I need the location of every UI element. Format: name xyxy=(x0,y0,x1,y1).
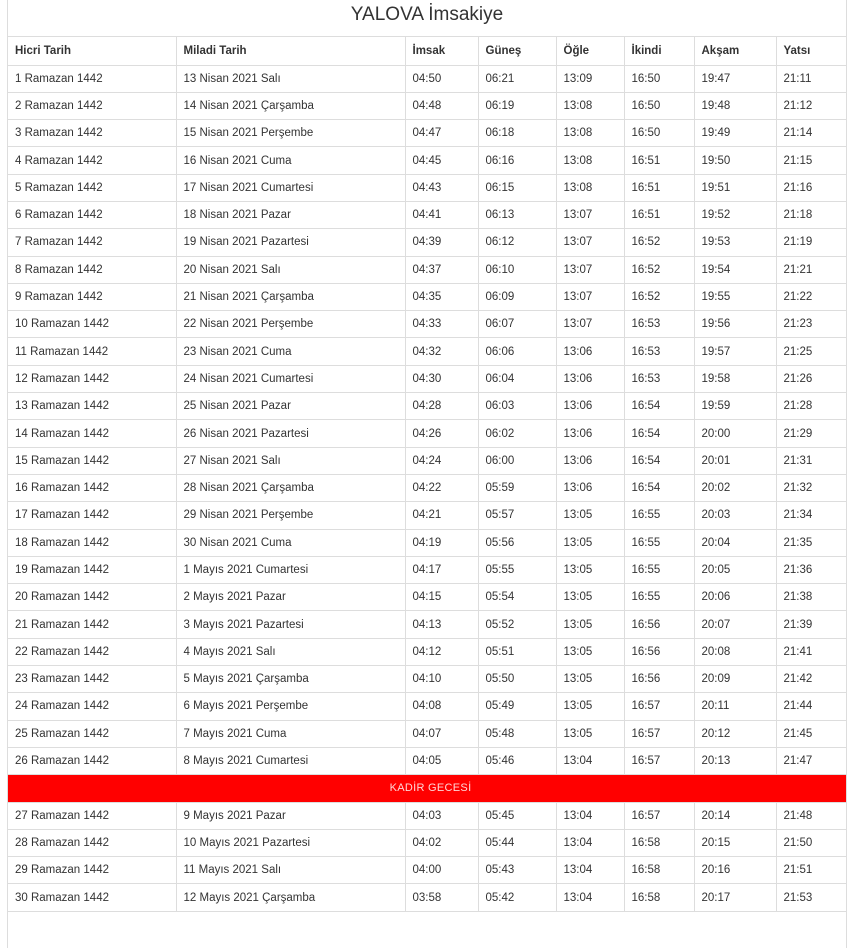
imsak-cell: 03:58 xyxy=(405,884,478,911)
gunes-cell: 06:18 xyxy=(478,120,556,147)
hicri-date-cell: 1 Ramazan 1442 xyxy=(8,65,176,92)
yatsi-cell: 21:12 xyxy=(776,92,846,119)
yatsi-cell: 21:22 xyxy=(776,283,846,310)
ikindi-cell: 16:53 xyxy=(624,311,694,338)
hicri-date-cell: 6 Ramazan 1442 xyxy=(8,201,176,228)
yatsi-cell: 21:42 xyxy=(776,666,846,693)
table-row xyxy=(8,666,846,693)
ikindi-cell: 16:57 xyxy=(624,802,694,829)
ikindi-cell: 16:57 xyxy=(624,747,694,774)
ikindi-cell: 16:51 xyxy=(624,147,694,174)
ogle-cell: 13:04 xyxy=(556,802,624,829)
imsak-cell: 04:50 xyxy=(405,65,478,92)
gunes-cell: 05:44 xyxy=(478,829,556,856)
yatsi-cell: 21:39 xyxy=(776,611,846,638)
imsak-cell: 04:32 xyxy=(405,338,478,365)
ogle-cell: 13:05 xyxy=(556,502,624,529)
aksam-cell: 20:12 xyxy=(694,720,776,747)
table-row xyxy=(8,747,846,774)
miladi-date-cell: 29 Nisan 2021 Perşembe xyxy=(176,502,405,529)
gunes-cell: 05:57 xyxy=(478,502,556,529)
hicri-date-cell: 4 Ramazan 1442 xyxy=(8,147,176,174)
aksam-cell: 20:04 xyxy=(694,529,776,556)
ogle-cell: 13:06 xyxy=(556,447,624,474)
miladi-date-cell: 14 Nisan 2021 Çarşamba xyxy=(176,92,405,119)
aksam-cell: 20:14 xyxy=(694,802,776,829)
column-header-hicri: Hicri Tarih xyxy=(8,37,176,65)
hicri-date-cell: 8 Ramazan 1442 xyxy=(8,256,176,283)
hicri-date-cell: 10 Ramazan 1442 xyxy=(8,311,176,338)
yatsi-cell: 21:28 xyxy=(776,393,846,420)
hicri-date-cell: 3 Ramazan 1442 xyxy=(8,120,176,147)
imsak-cell: 04:21 xyxy=(405,502,478,529)
miladi-date-cell: 13 Nisan 2021 Salı xyxy=(176,65,405,92)
yatsi-cell: 21:47 xyxy=(776,747,846,774)
table-row xyxy=(8,420,846,447)
kadir-gecesi-row xyxy=(8,775,846,802)
column-header-imsak: İmsak xyxy=(405,37,478,65)
aksam-cell: 19:55 xyxy=(694,283,776,310)
column-header-miladi: Miladi Tarih xyxy=(176,37,405,65)
yatsi-cell: 21:31 xyxy=(776,447,846,474)
yatsi-cell: 21:35 xyxy=(776,529,846,556)
gunes-cell: 05:54 xyxy=(478,584,556,611)
table-row xyxy=(8,502,846,529)
gunes-cell: 05:50 xyxy=(478,666,556,693)
imsak-cell: 04:35 xyxy=(405,283,478,310)
table-row xyxy=(8,857,846,884)
yatsi-cell: 21:15 xyxy=(776,147,846,174)
miladi-date-cell: 5 Mayıs 2021 Çarşamba xyxy=(176,666,405,693)
ogle-cell: 13:08 xyxy=(556,92,624,119)
hicri-date-cell: 14 Ramazan 1442 xyxy=(8,420,176,447)
ogle-cell: 13:06 xyxy=(556,338,624,365)
yatsi-cell: 21:26 xyxy=(776,365,846,392)
ikindi-cell: 16:52 xyxy=(624,256,694,283)
miladi-date-cell: 15 Nisan 2021 Perşembe xyxy=(176,120,405,147)
imsak-cell: 04:15 xyxy=(405,584,478,611)
ikindi-cell: 16:51 xyxy=(624,201,694,228)
table-row xyxy=(8,720,846,747)
ikindi-cell: 16:53 xyxy=(624,365,694,392)
ogle-cell: 13:07 xyxy=(556,256,624,283)
ikindi-cell: 16:57 xyxy=(624,693,694,720)
gunes-cell: 05:46 xyxy=(478,747,556,774)
column-header-yatsi: Yatsı xyxy=(776,37,846,65)
yatsi-cell: 21:23 xyxy=(776,311,846,338)
yatsi-cell: 21:34 xyxy=(776,502,846,529)
hicri-date-cell: 24 Ramazan 1442 xyxy=(8,693,176,720)
table-body xyxy=(8,65,846,775)
column-header-aksam: Akşam xyxy=(694,37,776,65)
ogle-cell: 13:08 xyxy=(556,147,624,174)
gunes-cell: 06:03 xyxy=(478,393,556,420)
yatsi-cell: 21:21 xyxy=(776,256,846,283)
aksam-cell: 20:07 xyxy=(694,611,776,638)
gunes-cell: 06:07 xyxy=(478,311,556,338)
yatsi-cell: 21:53 xyxy=(776,884,846,911)
miladi-date-cell: 30 Nisan 2021 Cuma xyxy=(176,529,405,556)
gunes-cell: 05:42 xyxy=(478,884,556,911)
aksam-cell: 19:56 xyxy=(694,311,776,338)
gunes-cell: 05:49 xyxy=(478,693,556,720)
gunes-cell: 06:04 xyxy=(478,365,556,392)
table-row xyxy=(8,338,846,365)
ikindi-cell: 16:56 xyxy=(624,638,694,665)
ogle-cell: 13:07 xyxy=(556,201,624,228)
miladi-date-cell: 3 Mayıs 2021 Pazartesi xyxy=(176,611,405,638)
ogle-cell: 13:07 xyxy=(556,283,624,310)
gunes-cell: 05:43 xyxy=(478,857,556,884)
hicri-date-cell: 28 Ramazan 1442 xyxy=(8,829,176,856)
aksam-cell: 20:09 xyxy=(694,666,776,693)
ikindi-cell: 16:58 xyxy=(624,884,694,911)
ogle-cell: 13:04 xyxy=(556,829,624,856)
imsak-cell: 04:48 xyxy=(405,92,478,119)
imsak-cell: 04:26 xyxy=(405,420,478,447)
table-row xyxy=(8,174,846,201)
gunes-cell: 05:45 xyxy=(478,802,556,829)
miladi-date-cell: 2 Mayıs 2021 Pazar xyxy=(176,584,405,611)
aksam-cell: 20:02 xyxy=(694,474,776,501)
ogle-cell: 13:08 xyxy=(556,120,624,147)
table-row xyxy=(8,120,846,147)
aksam-cell: 19:58 xyxy=(694,365,776,392)
aksam-cell: 19:59 xyxy=(694,393,776,420)
yatsi-cell: 21:41 xyxy=(776,638,846,665)
table-row xyxy=(8,447,846,474)
ikindi-cell: 16:58 xyxy=(624,829,694,856)
kadir-gecesi-label: KADİR GECESİ xyxy=(8,775,846,802)
gunes-cell: 05:59 xyxy=(478,474,556,501)
hicri-date-cell: 2 Ramazan 1442 xyxy=(8,92,176,119)
miladi-date-cell: 7 Mayıs 2021 Cuma xyxy=(176,720,405,747)
imsak-cell: 04:43 xyxy=(405,174,478,201)
miladi-date-cell: 28 Nisan 2021 Çarşamba xyxy=(176,474,405,501)
yatsi-cell: 21:45 xyxy=(776,720,846,747)
ogle-cell: 13:09 xyxy=(556,65,624,92)
table-row xyxy=(8,92,846,119)
imsak-cell: 04:08 xyxy=(405,693,478,720)
gunes-cell: 06:06 xyxy=(478,338,556,365)
ogle-cell: 13:05 xyxy=(556,693,624,720)
table-row xyxy=(8,229,846,256)
hicri-date-cell: 21 Ramazan 1442 xyxy=(8,611,176,638)
gunes-cell: 05:48 xyxy=(478,720,556,747)
miladi-date-cell: 8 Mayıs 2021 Cumartesi xyxy=(176,747,405,774)
ogle-cell: 13:04 xyxy=(556,747,624,774)
gunes-cell: 06:10 xyxy=(478,256,556,283)
hicri-date-cell: 11 Ramazan 1442 xyxy=(8,338,176,365)
ogle-cell: 13:06 xyxy=(556,474,624,501)
table-row xyxy=(8,529,846,556)
hicri-date-cell: 20 Ramazan 1442 xyxy=(8,584,176,611)
column-header-ikindi: İkindi xyxy=(624,37,694,65)
ikindi-cell: 16:52 xyxy=(624,283,694,310)
gunes-cell: 06:02 xyxy=(478,420,556,447)
aksam-cell: 20:00 xyxy=(694,420,776,447)
gunes-cell: 05:51 xyxy=(478,638,556,665)
aksam-cell: 20:01 xyxy=(694,447,776,474)
yatsi-cell: 21:50 xyxy=(776,829,846,856)
table-row xyxy=(8,611,846,638)
hicri-date-cell: 27 Ramazan 1442 xyxy=(8,802,176,829)
miladi-date-cell: 16 Nisan 2021 Cuma xyxy=(176,147,405,174)
miladi-date-cell: 4 Mayıs 2021 Salı xyxy=(176,638,405,665)
aksam-cell: 19:47 xyxy=(694,65,776,92)
aksam-cell: 19:51 xyxy=(694,174,776,201)
imsak-cell: 04:28 xyxy=(405,393,478,420)
hicri-date-cell: 13 Ramazan 1442 xyxy=(8,393,176,420)
ogle-cell: 13:04 xyxy=(556,884,624,911)
imsak-cell: 04:30 xyxy=(405,365,478,392)
ikindi-cell: 16:56 xyxy=(624,611,694,638)
miladi-date-cell: 11 Mayıs 2021 Salı xyxy=(176,857,405,884)
hicri-date-cell: 19 Ramazan 1442 xyxy=(8,556,176,583)
miladi-date-cell: 10 Mayıs 2021 Pazartesi xyxy=(176,829,405,856)
yatsi-cell: 21:51 xyxy=(776,857,846,884)
table-row xyxy=(8,802,846,829)
table-row xyxy=(8,311,846,338)
yatsi-cell: 21:32 xyxy=(776,474,846,501)
table-row xyxy=(8,365,846,392)
miladi-date-cell: 27 Nisan 2021 Salı xyxy=(176,447,405,474)
gunes-cell: 06:00 xyxy=(478,447,556,474)
ikindi-cell: 16:54 xyxy=(624,420,694,447)
ikindi-cell: 16:56 xyxy=(624,666,694,693)
ikindi-cell: 16:55 xyxy=(624,584,694,611)
ogle-cell: 13:04 xyxy=(556,857,624,884)
imsakiye-panel xyxy=(7,0,847,948)
imsak-cell: 04:22 xyxy=(405,474,478,501)
table-row xyxy=(8,256,846,283)
miladi-date-cell: 25 Nisan 2021 Pazar xyxy=(176,393,405,420)
miladi-date-cell: 19 Nisan 2021 Pazartesi xyxy=(176,229,405,256)
imsak-cell: 04:12 xyxy=(405,638,478,665)
ogle-cell: 13:07 xyxy=(556,311,624,338)
ogle-cell: 13:06 xyxy=(556,365,624,392)
gunes-cell: 06:09 xyxy=(478,283,556,310)
table-row xyxy=(8,884,846,911)
yatsi-cell: 21:36 xyxy=(776,556,846,583)
imsak-cell: 04:33 xyxy=(405,311,478,338)
miladi-date-cell: 18 Nisan 2021 Pazar xyxy=(176,201,405,228)
ikindi-cell: 16:50 xyxy=(624,65,694,92)
table-row xyxy=(8,638,846,665)
gunes-cell: 06:15 xyxy=(478,174,556,201)
hicri-date-cell: 22 Ramazan 1442 xyxy=(8,638,176,665)
miladi-date-cell: 6 Mayıs 2021 Perşembe xyxy=(176,693,405,720)
aksam-cell: 20:03 xyxy=(694,502,776,529)
yatsi-cell: 21:19 xyxy=(776,229,846,256)
aksam-cell: 19:50 xyxy=(694,147,776,174)
ikindi-cell: 16:50 xyxy=(624,120,694,147)
yatsi-cell: 21:14 xyxy=(776,120,846,147)
table-body-after xyxy=(8,802,846,911)
ogle-cell: 13:05 xyxy=(556,666,624,693)
miladi-date-cell: 17 Nisan 2021 Cumartesi xyxy=(176,174,405,201)
ikindi-cell: 16:50 xyxy=(624,92,694,119)
gunes-cell: 06:16 xyxy=(478,147,556,174)
imsak-cell: 04:39 xyxy=(405,229,478,256)
table-header-row xyxy=(8,37,846,65)
yatsi-cell: 21:11 xyxy=(776,65,846,92)
ikindi-cell: 16:54 xyxy=(624,393,694,420)
ikindi-cell: 16:54 xyxy=(624,447,694,474)
hicri-date-cell: 7 Ramazan 1442 xyxy=(8,229,176,256)
ogle-cell: 13:08 xyxy=(556,174,624,201)
ikindi-cell: 16:55 xyxy=(624,556,694,583)
imsak-cell: 04:19 xyxy=(405,529,478,556)
ogle-cell: 13:05 xyxy=(556,556,624,583)
miladi-date-cell: 23 Nisan 2021 Cuma xyxy=(176,338,405,365)
imsak-cell: 04:05 xyxy=(405,747,478,774)
aksam-cell: 20:15 xyxy=(694,829,776,856)
table-row xyxy=(8,829,846,856)
aksam-cell: 20:05 xyxy=(694,556,776,583)
hicri-date-cell: 25 Ramazan 1442 xyxy=(8,720,176,747)
table-row xyxy=(8,147,846,174)
ikindi-cell: 16:55 xyxy=(624,502,694,529)
ogle-cell: 13:06 xyxy=(556,420,624,447)
imsak-cell: 04:17 xyxy=(405,556,478,583)
miladi-date-cell: 24 Nisan 2021 Cumartesi xyxy=(176,365,405,392)
imsak-cell: 04:07 xyxy=(405,720,478,747)
ikindi-cell: 16:57 xyxy=(624,720,694,747)
aksam-cell: 19:53 xyxy=(694,229,776,256)
hicri-date-cell: 9 Ramazan 1442 xyxy=(8,283,176,310)
ogle-cell: 13:05 xyxy=(556,611,624,638)
gunes-cell: 05:52 xyxy=(478,611,556,638)
imsak-cell: 04:24 xyxy=(405,447,478,474)
yatsi-cell: 21:29 xyxy=(776,420,846,447)
miladi-date-cell: 1 Mayıs 2021 Cumartesi xyxy=(176,556,405,583)
miladi-date-cell: 21 Nisan 2021 Çarşamba xyxy=(176,283,405,310)
hicri-date-cell: 15 Ramazan 1442 xyxy=(8,447,176,474)
ogle-cell: 13:06 xyxy=(556,393,624,420)
miladi-date-cell: 22 Nisan 2021 Perşembe xyxy=(176,311,405,338)
hicri-date-cell: 23 Ramazan 1442 xyxy=(8,666,176,693)
miladi-date-cell: 20 Nisan 2021 Salı xyxy=(176,256,405,283)
aksam-cell: 19:57 xyxy=(694,338,776,365)
table-row xyxy=(8,393,846,420)
hicri-date-cell: 5 Ramazan 1442 xyxy=(8,174,176,201)
hicri-date-cell: 18 Ramazan 1442 xyxy=(8,529,176,556)
gunes-cell: 06:19 xyxy=(478,92,556,119)
yatsi-cell: 21:16 xyxy=(776,174,846,201)
hicri-date-cell: 26 Ramazan 1442 xyxy=(8,747,176,774)
table-row xyxy=(8,474,846,501)
ikindi-cell: 16:51 xyxy=(624,174,694,201)
miladi-date-cell: 9 Mayıs 2021 Pazar xyxy=(176,802,405,829)
aksam-cell: 20:11 xyxy=(694,693,776,720)
imsak-cell: 04:45 xyxy=(405,147,478,174)
yatsi-cell: 21:25 xyxy=(776,338,846,365)
ikindi-cell: 16:58 xyxy=(624,857,694,884)
table-row xyxy=(8,283,846,310)
table-row xyxy=(8,65,846,92)
miladi-date-cell: 12 Mayıs 2021 Çarşamba xyxy=(176,884,405,911)
table-row xyxy=(8,584,846,611)
ogle-cell: 13:05 xyxy=(556,529,624,556)
gunes-cell: 05:56 xyxy=(478,529,556,556)
miladi-date-cell: 26 Nisan 2021 Pazartesi xyxy=(176,420,405,447)
special-row-group xyxy=(8,775,846,802)
table-row xyxy=(8,201,846,228)
imsak-cell: 04:10 xyxy=(405,666,478,693)
imsak-cell: 04:03 xyxy=(405,802,478,829)
imsak-cell: 04:41 xyxy=(405,201,478,228)
aksam-cell: 20:17 xyxy=(694,884,776,911)
column-header-gunes: Güneş xyxy=(478,37,556,65)
hicri-date-cell: 29 Ramazan 1442 xyxy=(8,857,176,884)
ikindi-cell: 16:55 xyxy=(624,529,694,556)
gunes-cell: 06:21 xyxy=(478,65,556,92)
ikindi-cell: 16:52 xyxy=(624,229,694,256)
hicri-date-cell: 12 Ramazan 1442 xyxy=(8,365,176,392)
aksam-cell: 20:08 xyxy=(694,638,776,665)
gunes-cell: 05:55 xyxy=(478,556,556,583)
table-row xyxy=(8,556,846,583)
gunes-cell: 06:13 xyxy=(478,201,556,228)
aksam-cell: 20:16 xyxy=(694,857,776,884)
imsak-cell: 04:37 xyxy=(405,256,478,283)
ogle-cell: 13:05 xyxy=(556,638,624,665)
column-header-ogle: Öğle xyxy=(556,37,624,65)
ogle-cell: 13:07 xyxy=(556,229,624,256)
ogle-cell: 13:05 xyxy=(556,584,624,611)
imsakiye-table xyxy=(8,37,846,912)
yatsi-cell: 21:38 xyxy=(776,584,846,611)
hicri-date-cell: 17 Ramazan 1442 xyxy=(8,502,176,529)
yatsi-cell: 21:48 xyxy=(776,802,846,829)
aksam-cell: 20:06 xyxy=(694,584,776,611)
imsak-cell: 04:00 xyxy=(405,857,478,884)
ikindi-cell: 16:53 xyxy=(624,338,694,365)
yatsi-cell: 21:44 xyxy=(776,693,846,720)
aksam-cell: 20:13 xyxy=(694,747,776,774)
hicri-date-cell: 16 Ramazan 1442 xyxy=(8,474,176,501)
aksam-cell: 19:49 xyxy=(694,120,776,147)
yatsi-cell: 21:18 xyxy=(776,201,846,228)
hicri-date-cell: 30 Ramazan 1442 xyxy=(8,884,176,911)
aksam-cell: 19:54 xyxy=(694,256,776,283)
ogle-cell: 13:05 xyxy=(556,720,624,747)
table-row xyxy=(8,693,846,720)
aksam-cell: 19:48 xyxy=(694,92,776,119)
imsak-cell: 04:02 xyxy=(405,829,478,856)
imsak-cell: 04:13 xyxy=(405,611,478,638)
gunes-cell: 06:12 xyxy=(478,229,556,256)
page-title: YALOVA İmsakiye xyxy=(8,0,846,37)
ikindi-cell: 16:54 xyxy=(624,474,694,501)
aksam-cell: 19:52 xyxy=(694,201,776,228)
imsak-cell: 04:47 xyxy=(405,120,478,147)
